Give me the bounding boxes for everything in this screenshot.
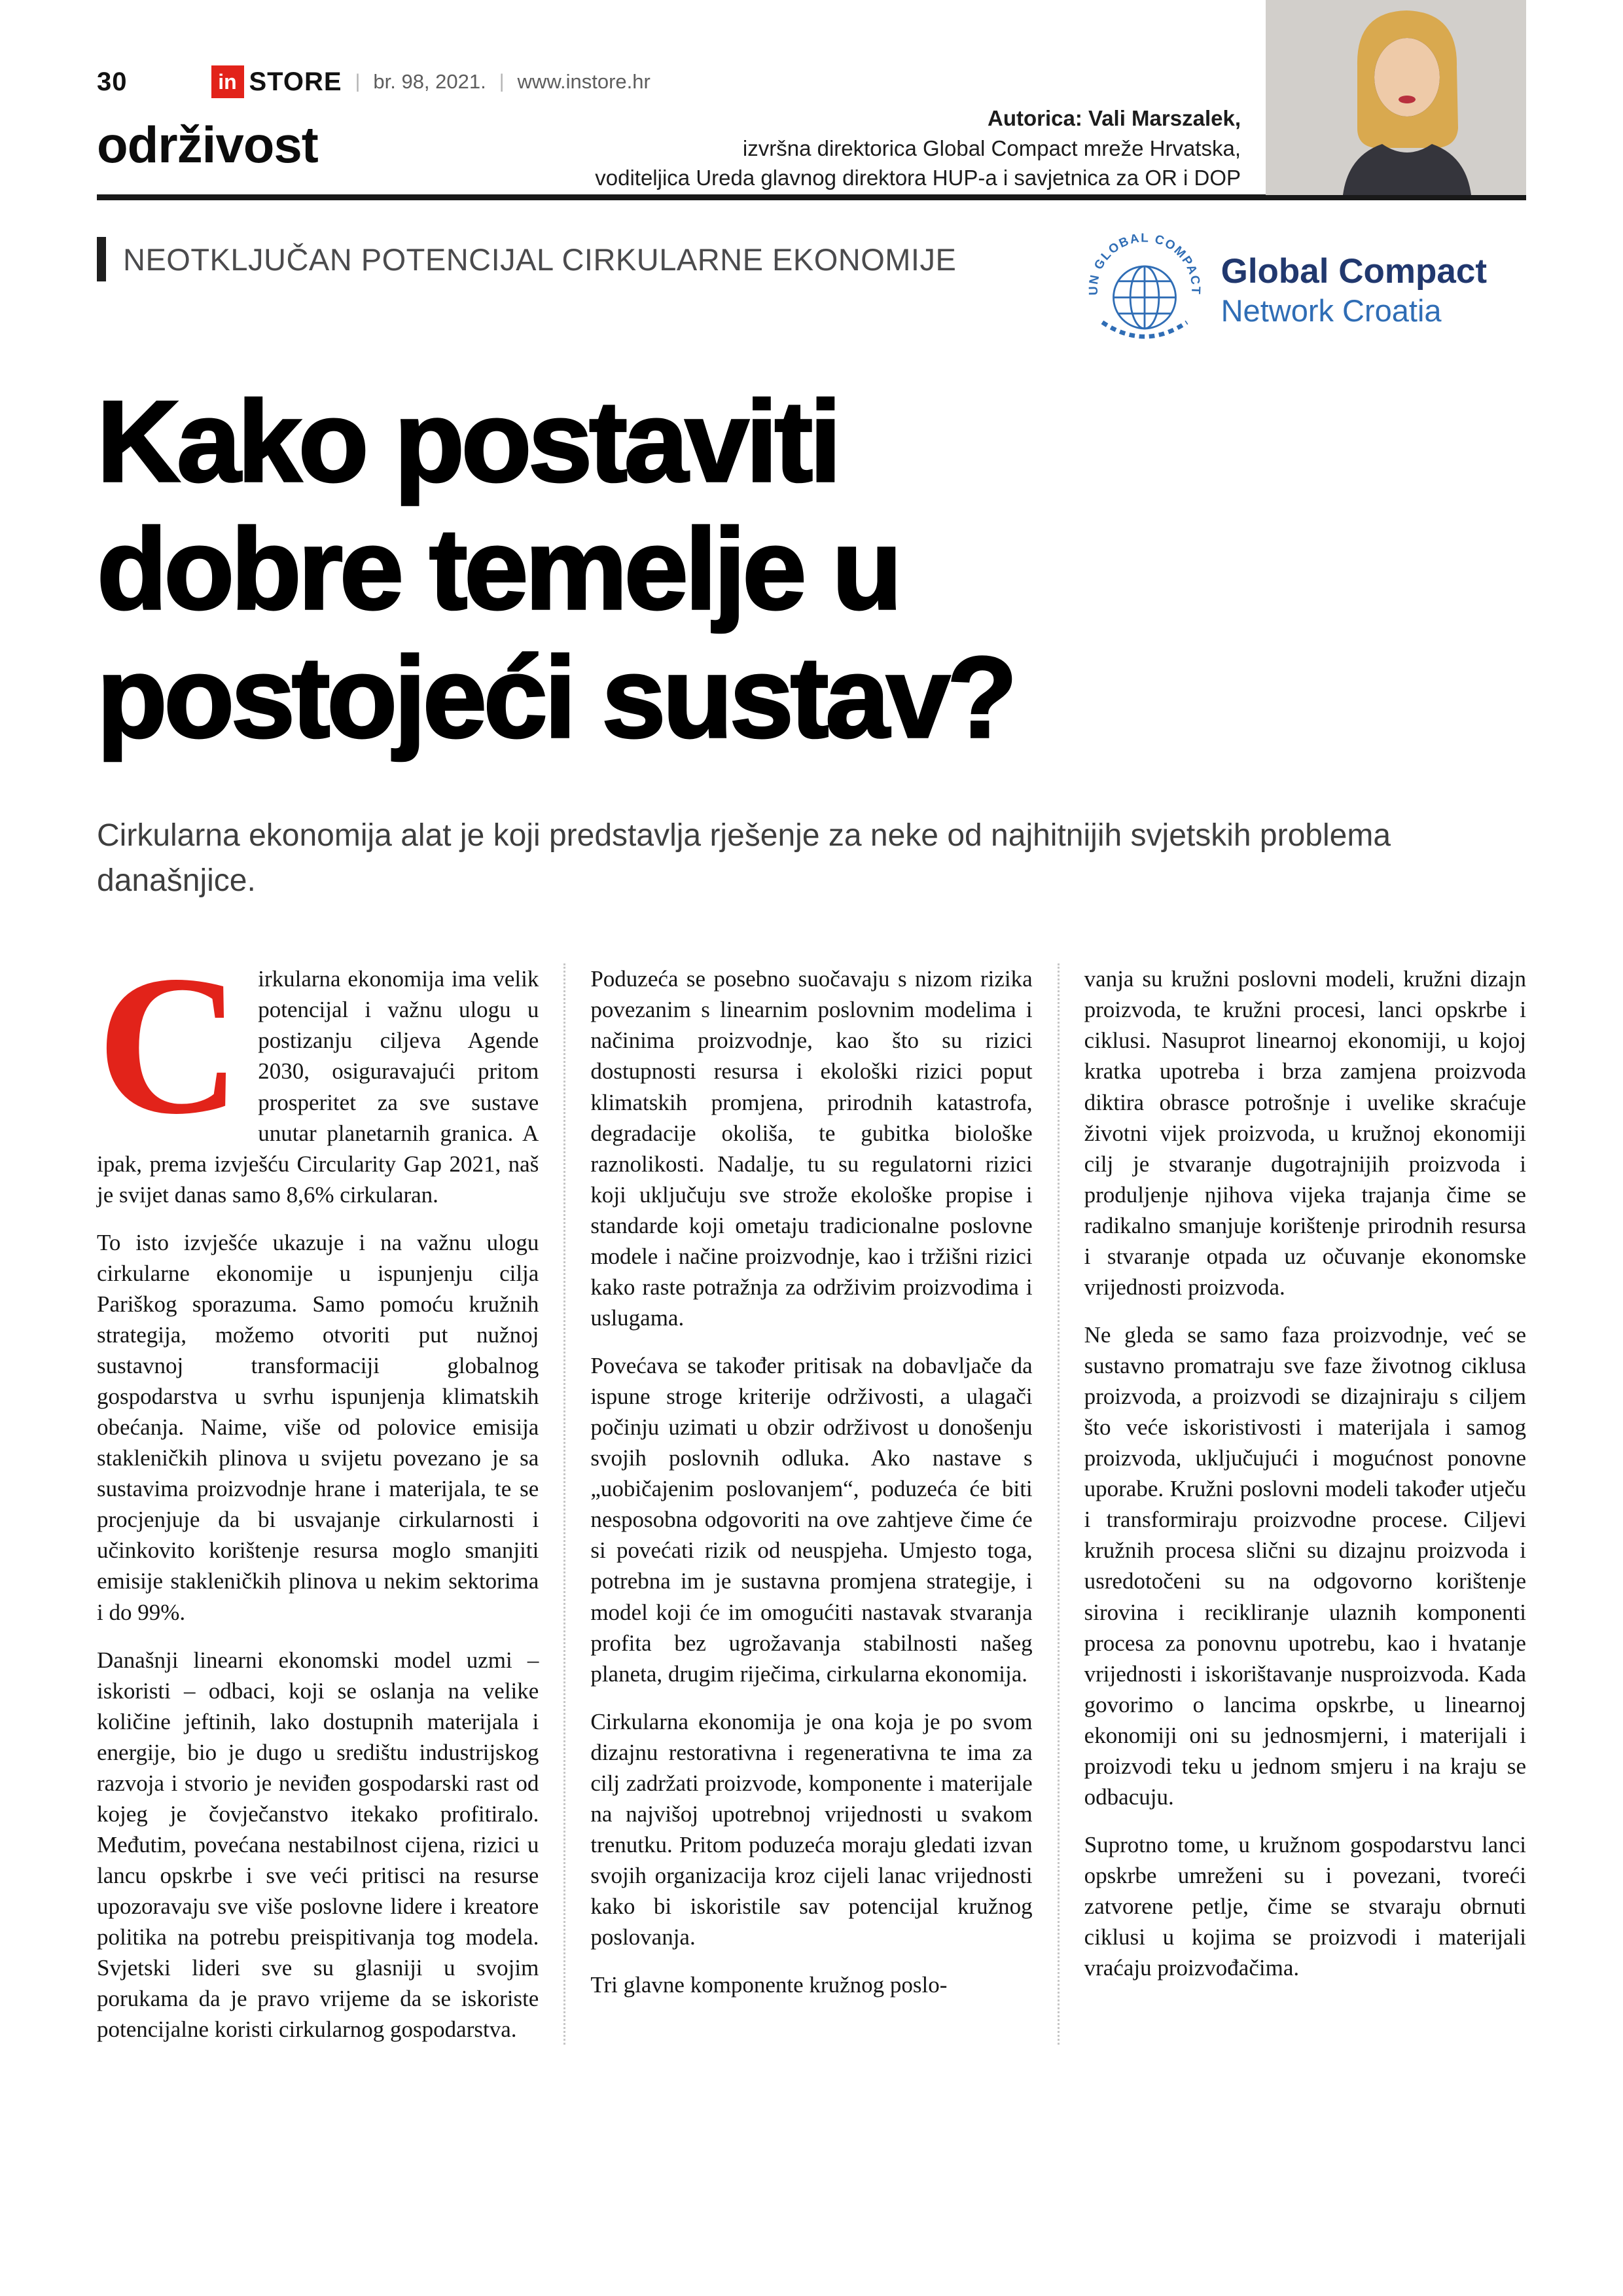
issue-number: br. 98, 2021. (373, 70, 486, 93)
column-3 (1058, 963, 1526, 2045)
article-body (97, 934, 1526, 2045)
paragraph: Poduzeća se posebno suočavaju s nizom rizika povezanim s linearnim poslovnim modelima i načinima proizvodnje, kao što su rizici dostupnosti resursa i ekološki rizici poput klimatskih promjena, prirodnih katastrofa, degradacije okoliša, te gubitka biološke raznolikosti. Nadalje, tu su regulatorni rizici koji uključuju sve strože ekološke propise i standarde koji ometaju tradicionalne poslovne modele i načine proizvodnje, kao i tržišni rizici kako raste potražnja za održivim proizvodima i uslugama. (590, 966, 1033, 1331)
globe-icon (1082, 228, 1207, 352)
author-name: Autorica: Vali Marszalek, (988, 106, 1241, 130)
article-headline (97, 378, 1526, 762)
paragraph: To isto izvješće ukazuje i na važnu ulogu cirkularne ekonomije u ispunjenju cilja Pariškog sporazuma. Samo pomoću kružnih strategija, možemo otvoriti put nužnoj sustavnoj transformaciji globalnog gospodarstva u svrhu ispunjenja klimatskih obećanja. Naime, više od polovice emisija stakleničkih plinova u svijetu povezano je sa sustavima proizvodnje hrane i materijala, te se procjenjuje da bi usvajanje cirkularnosti i učinkovito korištenje resursa moglo smanjiti emisije stakleničkih plinova u nekim sektorima i do 99%. (97, 1229, 539, 1625)
dropcap: C (97, 934, 241, 1156)
page-number: 30 (97, 67, 128, 96)
instore-logo-mark: in (211, 65, 244, 98)
paragraph: Današnji linearni ekonomski model uzmi – iskoristi – odbaci, koji se oslanja na velike količine jeftinih, lako dostupnih materijala i energije, bio je dugo u središtu industrijskog razvoja i stvorio je neviđen gospodarski rast od kojeg je čovječanstvo itekako profitiralo. Međutim, povećana nestabilnost cijena, rizici u lancu opskrbe i sve veći pritisci na resurse upozoravaju sve više poslovne lidere i kreatore politika na potrebu preispitivanja tog modela. Svjetski lideri sve su glasniji u svojim porukama da je pravo vrijeme da se iskoriste potencijalne koristi cirkularnog gospodarstva. (97, 1647, 539, 2043)
paragraph: Cirkularna ekonomija je ona koja je po svom dizajnu restorativna i regenerativna te ima za cilj zadržati proizvode, komponente i materijale na najvišoj upotrebnoj vrijednosti u svakom trenutku. Pritom poduzeća moraju gledati izvan svojih organizacija kroz cijeli lanac vrijednosti kako bi iskoristile sav potencijal kružnog poslovanja. (590, 1708, 1033, 1950)
instore-logo-word: STORE (249, 67, 342, 96)
article-standfirst: Cirkularna ekonomija alat je koji predstavlja rješenje za neke od najhitnijih svjetskih problema današnjice. (97, 818, 1391, 899)
article-kicker: NEOTKLJUČAN POTENCIJAL CIRKULARNE EKONOMIJE (123, 242, 957, 277)
website-url: www.instore.hr (517, 70, 651, 93)
header-divider (97, 194, 1526, 200)
author-photo (1266, 0, 1526, 195)
global-compact-logo (1082, 228, 1487, 352)
svg-text:UN GLOBAL COMPACT: UN GLOBAL COMPACT (1086, 231, 1202, 296)
paragraph: Povećava se također pritisak na dobavljače da ispune stroge kriterije održivosti, a ulagači počinju uzimati u obzir održivost u donošenju svojih poslovnih odluka. Ako nastave s „uobičajenim poslovanjem“, poduzeća će biti nesposobna odgovoriti na ove zahtjeve čime će si povećati rizik od neuspjeha. Umjesto toga, potrebna im je sustavna promjena strategije, i model koji će im omogućiti nastavak stvaranja profita bez ugrožavanja stabilnosti našeg planeta, drugim riječima, cirkularna ekonomija. (590, 1353, 1033, 1687)
paragraph-text: irkularna ekonomija ima velik potencijal i važnu ulogu u postizanju ciljeva Agende 2030, osiguravajući pritom prosperitet za sve sustave unutar planetarnih granica. A ipak, prema izvješću Circularity Gap 2021, naš je svijet danas samo 8,6% cirkularan. (97, 966, 539, 1208)
paragraph: vanja su kružni poslovni modeli, kružni dizajn proizvoda, te kružni procesi, lanci opskrbe i ciklusi. Nasuprot linearnoj ekonomiji, u kojoj kratka upotreba i brza zamjena proizvoda diktira obrasce potrošnje i uvelike skraćuje životni vijek proizvoda, u kružnoj ekonomiji cilj je stvaranje dugotrajnijih proizvoda i produljenje njihova vijeka trajanja čime se radikalno smanjuje korištenje prirodnih resursa i stvaranje otpada uz očuvanje ekonomske vrijednosti proizvoda. (1084, 966, 1526, 1300)
paragraph: Tri glavne komponente kružnog poslo- (590, 1972, 948, 1998)
gc-title: Global Compact (1221, 252, 1487, 291)
paragraph: Suprotno tome, u kružnom gospodarstvu lanci opskrbe umreženi su i povezani, tvoreći zatvorene petlje, čime se stvaraju obrnuti ciklusi u kojima se proizvodi i materijali vraćaju proizvođačima. (1084, 1831, 1526, 1981)
separator: | (355, 71, 361, 92)
instore-logo (211, 65, 342, 98)
author-photo-placeholder (1266, 0, 1526, 195)
paragraph (97, 934, 539, 1210)
author-credit (595, 103, 1241, 193)
kicker-bar (97, 237, 106, 281)
gc-wordmark (1221, 251, 1487, 329)
paragraph: Ne gleda se samo faza proizvodnje, već se sustavno promatraju sve faze životnog ciklusa proizvoda, a proizvodi se dizajniraju s ciljem što veće iskoristivosti i materijala i samog proizvoda, uključujući i mogućnost ponovne uporabe. Kružni poslovni modeli također utječu i transformiraju proizvodne procese. Ciljevi kružnih procesa slični su dizajnu proizvoda i usredotočeni su na odgovorno korištenje sirovina i recikliranje ulaznih komponenti procesa za ponovnu upotrebu, kao i hvatanje vrijednosti i iskorištavanje nusproizvoda. Kada govorimo o lancima opskrbe, u linearnoj ekonomiji oni su jednosmjerni, i materijali i proizvodi teku u jednom smjeru i na kraju se odbacuju. (1084, 1321, 1526, 1810)
column-1 (97, 934, 539, 2045)
article-head (97, 228, 1526, 352)
column-2 (563, 963, 1032, 2045)
gc-subtitle: Network Croatia (1221, 293, 1442, 328)
kicker-group (97, 237, 956, 281)
section-title: održivost (97, 116, 318, 173)
headline-line-2: dobre temelje u (97, 505, 899, 634)
headline-line-1: Kako postaviti (97, 378, 838, 506)
page-header (97, 0, 1526, 190)
author-role-2: voditeljica Ureda glavnog direktora HUP-a i savjetnica za OR i DOP (595, 166, 1241, 190)
separator: | (499, 71, 505, 92)
author-role-1: izvršna direktorica Global Compact mreže Hrvatska, (742, 135, 1241, 160)
headline-line-3: postojeći sustav? (97, 633, 1014, 762)
